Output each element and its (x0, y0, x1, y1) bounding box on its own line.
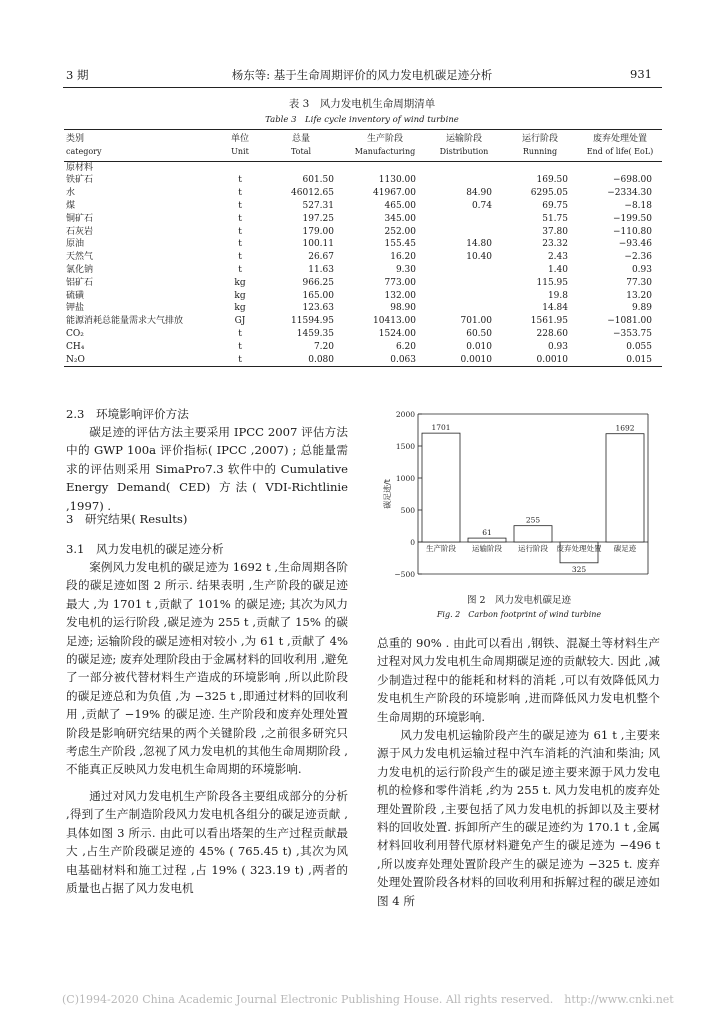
table-cell: 铁矿石 (66, 175, 94, 186)
table-row (64, 213, 662, 226)
paragraph: 碳足迹的评估方法主要采用 IPCC 2007 评估方法中的 GWP 100a 评价指标( IPCC ,2007) ; 总能量需求的评估则采用 SimaPro7.3 软件中的 Cumulative Energy Demand( CED) 方法( VDI-Richtlinie ,1997) . (66, 425, 348, 513)
table-cell: 1561.95 (530, 316, 568, 327)
category-label: 运行阶段 (518, 544, 548, 553)
table-cell: 169.50 (536, 175, 568, 186)
table-cell: 14.80 (466, 239, 492, 250)
section-3-1-heading: 3.1 风力发电机的碳足迹分析 (66, 542, 224, 556)
right-column-text (377, 634, 660, 910)
column-header-en: Manufacturing (344, 146, 426, 161)
table-cell: t (238, 264, 242, 275)
table-cell: kg (234, 290, 246, 301)
table-cell: −199.50 (612, 213, 652, 224)
category-label: 废弃处理处置 (556, 544, 602, 553)
table-header-en (64, 146, 662, 161)
table-cell: 701.00 (460, 316, 492, 327)
table-cell (426, 290, 502, 303)
table-cell: GJ (234, 316, 246, 327)
table-cell: t (238, 188, 242, 199)
table-row (64, 302, 662, 315)
header-rule (63, 87, 662, 88)
table-cell: t (238, 213, 242, 224)
table-cell: −2.36 (624, 252, 652, 263)
column-header: 类别 (64, 130, 222, 146)
column-header-en: End of life( EoL) (578, 146, 662, 161)
table-header-zh (64, 130, 662, 146)
table-row (64, 187, 662, 200)
table-cell (426, 213, 502, 226)
table-cell: 2.43 (547, 252, 568, 263)
table-row (64, 290, 662, 303)
table-cell (426, 226, 502, 239)
column-header: 废弃处理处置 (578, 130, 662, 146)
paragraph: 案例风力发电机的碳足迹为 1692 t ,生命周期各阶段的碳足迹如图 2 所示. 结果表明 ,生产阶段的碳足迹最大 ,为 1701 t ,贡献了 101% 的碳足迹; 其次为风力发电机的运行阶段 ,碳足迹为 255 t ,贡献了 15% 的碳足迹; 运输阶段的碳足迹相对较小 ,为 61 t ,贡献了 4% 的碳足迹; 废弃处理阶段由于金属材料的回收利用 ,避免了一部分被代替材料生产造成的环境影响 ,所以此阶段的碳足迹总和为负值 ,为 −325 t ,即通过材料的回收利用 ,贡献了 −19% 的碳足迹. 生产阶段和废弃处理处置阶段是影响研究结果的两个关键阶段 ,之前很多研究只考虑生产阶段 ,忽视了风力发电机的其他生命周期阶段 ,不能真正反映风力发电机生命周期的环境影响. (66, 560, 348, 777)
section-label: 原材料 (66, 162, 94, 173)
bar-value-label: 1692 (615, 423, 635, 433)
table-row (64, 251, 662, 264)
figure-caption-en: Fig. 2 Carbon footprint of wind turbine (436, 610, 602, 619)
category-label: 碳足迹 (613, 544, 637, 553)
table-cell: 0.0010 (426, 354, 502, 367)
category-label: 运输阶段 (472, 544, 502, 553)
table-cell: 100.11 (302, 239, 334, 250)
table-cell: 6295.05 (530, 188, 568, 199)
table-cell: 11594.95 (291, 316, 334, 327)
column-header-en: Total (258, 146, 344, 161)
column-header-en: Distribution (426, 146, 502, 161)
y-tick-label: −500 (394, 570, 415, 579)
column-header: 单位 (222, 130, 258, 146)
table-cell: 51.75 (542, 213, 568, 224)
table-cell: 6.20 (395, 341, 416, 352)
table-cell: 0.063 (344, 354, 426, 367)
paragraph: 风力发电机运输阶段产生的碳足迹为 61 t ,主要来源于风力发电机运输过程中汽车消耗的汽油和柴油; 风力发电机的运行阶段产生的碳足迹主要来源于风力发电机的检修和零件消耗 ,约为 255 t. 风力发电机的废弃处理处置阶段 ,主要包括了风力发电机的拆卸以及主要材料的回收处置. 拆卸所产生的碳足迹约为 170.1 t ,金属材料回收利用替代原材料避免产生的碳足迹为 −496 t ,所以废弃处理处置阶段产生的碳足迹为 −325 t. 废弃处理处置阶段各材料的回收利用和拆解过程的碳足迹如图 4 所 (377, 728, 660, 908)
table-cell: 14.84 (542, 303, 568, 314)
table-cell: t (238, 252, 242, 263)
table-row (64, 354, 662, 367)
table-cell: 41967.00 (373, 188, 416, 199)
bar (468, 538, 506, 542)
table-cell: 水 (66, 188, 76, 199)
table-cell: 123.63 (302, 303, 334, 314)
table-cell: CH₄ (66, 341, 85, 352)
column-header-en: category (64, 146, 222, 161)
section-2-3-text (66, 423, 348, 515)
table-cell (426, 174, 502, 187)
bar (606, 434, 644, 542)
running-title: 杨东等: 基于生命周期评价的风力发电机碳足迹分析 (231, 68, 493, 82)
table-cell: t (238, 328, 242, 339)
paragraph: 通过对风力发电机生产阶段各主要组成部分的分析 ,得到了生产制造阶段风力发电机各组分的碳足迹贡献 ,具体如图 3 所示. 由此可以看出塔架的生产过程贡献最大 ,占生产阶段碳足迹的 45% ( 765.45 t) ,其次为风电基础材料和施工过程 ,占 19% ( 323.19 t) ,两者的质量也占据了风力发电机 (66, 788, 348, 895)
table-row (64, 200, 662, 213)
bar-value-label: 325 (571, 564, 587, 574)
section-2-3-heading: 2.3 环境影响评价方法 (66, 407, 189, 421)
table-cell: t (222, 354, 258, 367)
table-cell: −698.00 (612, 175, 652, 186)
section-3-heading: 3 研究结果( Results) (66, 512, 188, 526)
table-cell: 0.055 (626, 341, 652, 352)
table-cell: 10413.00 (373, 316, 416, 327)
table-row (64, 328, 662, 341)
table-cell: −110.80 (612, 226, 652, 237)
table-cell: 0.010 (466, 341, 492, 352)
table-cell: 77.30 (626, 277, 652, 288)
table-cell: 1459.35 (296, 328, 334, 339)
table-cell: t (238, 226, 242, 237)
table-cell: 197.25 (302, 213, 334, 224)
y-tick-label: 1500 (395, 442, 415, 451)
table-cell: kg (234, 277, 246, 288)
carbon-footprint-bar-chart (378, 404, 660, 580)
column-header: 运输阶段 (426, 130, 502, 146)
table-cell (426, 277, 502, 290)
table-cell: 37.80 (542, 226, 568, 237)
table-cell: 1524.00 (378, 328, 416, 339)
table-cell: t (238, 175, 242, 186)
table-cell: 16.20 (390, 252, 416, 263)
table-cell: 9.30 (395, 264, 416, 275)
table-cell: 0.74 (471, 200, 492, 211)
table-cell: 69.75 (542, 200, 568, 211)
bar (514, 526, 552, 542)
table-cell: 46012.65 (291, 188, 334, 199)
table-cell: −93.46 (618, 239, 652, 250)
table-cell: 0.0010 (502, 354, 578, 367)
table-cell: 石灰岩 (66, 226, 94, 237)
table-cell: 煤 (66, 200, 76, 211)
table-cell: kg (234, 303, 246, 314)
table-row (64, 277, 662, 290)
table-cell: t (238, 341, 242, 352)
table-cell: 0.93 (547, 341, 568, 352)
table-cell: 345.00 (384, 213, 416, 224)
table-cell: 0.015 (578, 354, 662, 367)
table-cell: 1130.00 (378, 175, 416, 186)
table-cell: 98.90 (390, 303, 416, 314)
y-axis-label: 碳足迹/t (383, 479, 392, 509)
table-cell: 7.20 (313, 341, 334, 352)
table-cell: 465.00 (384, 200, 416, 211)
table-cell: 13.20 (626, 290, 652, 301)
table-cell: CO₂ (66, 328, 84, 339)
bar (422, 433, 460, 542)
table-cell: 1.40 (547, 264, 568, 275)
y-tick-label: 2000 (395, 410, 415, 419)
table-cell: 0.93 (631, 264, 652, 275)
table-cell (426, 302, 502, 315)
table-cell: 155.45 (384, 239, 416, 250)
table-cell: 228.60 (536, 328, 568, 339)
category-label: 生产阶段 (426, 544, 456, 553)
table-cell: 11.63 (308, 264, 334, 275)
table-cell: 9.89 (631, 303, 652, 314)
table-cell: 60.50 (466, 328, 492, 339)
table-cell: −8.18 (624, 200, 652, 211)
table-cell: −1081.00 (607, 316, 652, 327)
table-cell: 19.8 (547, 290, 568, 301)
table-cell: 硫磺 (66, 290, 85, 301)
column-header: 生产阶段 (344, 130, 426, 146)
table-cell: 能源消耗总能量需求大气排放 (66, 316, 184, 327)
table-cell: 179.00 (302, 226, 334, 237)
bar-value-label: 255 (525, 515, 541, 525)
table-cell: t (238, 239, 242, 250)
column-header: 运行阶段 (502, 130, 578, 146)
table-row (64, 341, 662, 354)
figure-caption-zh: 图 2 风力发电机碳足迹 (466, 595, 572, 606)
table-row (64, 264, 662, 277)
table-row (64, 174, 662, 187)
y-tick-label: 1000 (395, 474, 415, 483)
table-caption-zh: 表 3 风力发电机生命周期清单 (288, 98, 436, 110)
bar-value-label: 61 (482, 528, 492, 538)
table-cell: −2334.30 (607, 188, 652, 199)
table-cell: 天然气 (66, 252, 94, 263)
table-cell: 966.25 (302, 277, 334, 288)
copyright-footer: (C)1994-2020 China Academic Journal Electronic Publishing House. All rights reserved. http://www.cnki.net (62, 993, 674, 1006)
table-cell: N₂O (64, 354, 222, 367)
table-cell: 26.67 (308, 252, 334, 263)
table-cell: 钾盐 (66, 303, 85, 314)
table-section-row (64, 161, 662, 174)
table-row (64, 238, 662, 251)
column-header: 总量 (258, 130, 344, 146)
page-number: 931 (630, 67, 652, 81)
table-cell: 10.40 (466, 252, 492, 263)
table-cell: t (238, 200, 242, 211)
table-cell: 773.00 (384, 277, 416, 288)
table-cell: 氯化钠 (66, 264, 94, 275)
paragraph: 总重的 90% . 由此可以看出 ,钢铁、混凝土等材料生产过程对风力发电机生命周期碳足迹的贡献较大. 因此 ,减少制造过程中的能耗和材料的消耗 ,可以有效降低风力发电机生产阶段的环境影响 ,进而降低风力发电机整个生命周期的环境影响. (377, 636, 660, 724)
table-cell: 252.00 (384, 226, 416, 237)
issue-label: 3 期 (66, 68, 89, 82)
table-cell: 165.00 (302, 290, 334, 301)
table-row (64, 315, 662, 328)
table-row (64, 226, 662, 239)
table-cell: 115.95 (536, 277, 568, 288)
y-tick-label: 500 (400, 506, 415, 515)
table-cell: 601.50 (302, 175, 334, 186)
table-cell: 原油 (66, 239, 85, 250)
table-caption-en: Table 3 Life cycle inventory of wind turbine (265, 115, 459, 125)
table-cell: 132.00 (384, 290, 416, 301)
table-cell: 0.080 (258, 354, 344, 367)
bar-value-label: 1701 (431, 423, 451, 433)
section-3-1-text (66, 558, 348, 897)
table-cell: −353.75 (612, 328, 652, 339)
column-header-en: Unit (222, 146, 258, 161)
table-cell: 84.90 (466, 188, 492, 199)
y-tick-label: 0 (410, 538, 415, 547)
column-header-en: Running (502, 146, 578, 161)
lci-table (64, 129, 662, 367)
table-cell (426, 264, 502, 277)
table-cell: 23.32 (542, 239, 568, 250)
table-cell: 铝矿石 (66, 277, 94, 288)
table-cell: 铜矿石 (66, 213, 94, 224)
table-cell: 527.31 (302, 200, 334, 211)
